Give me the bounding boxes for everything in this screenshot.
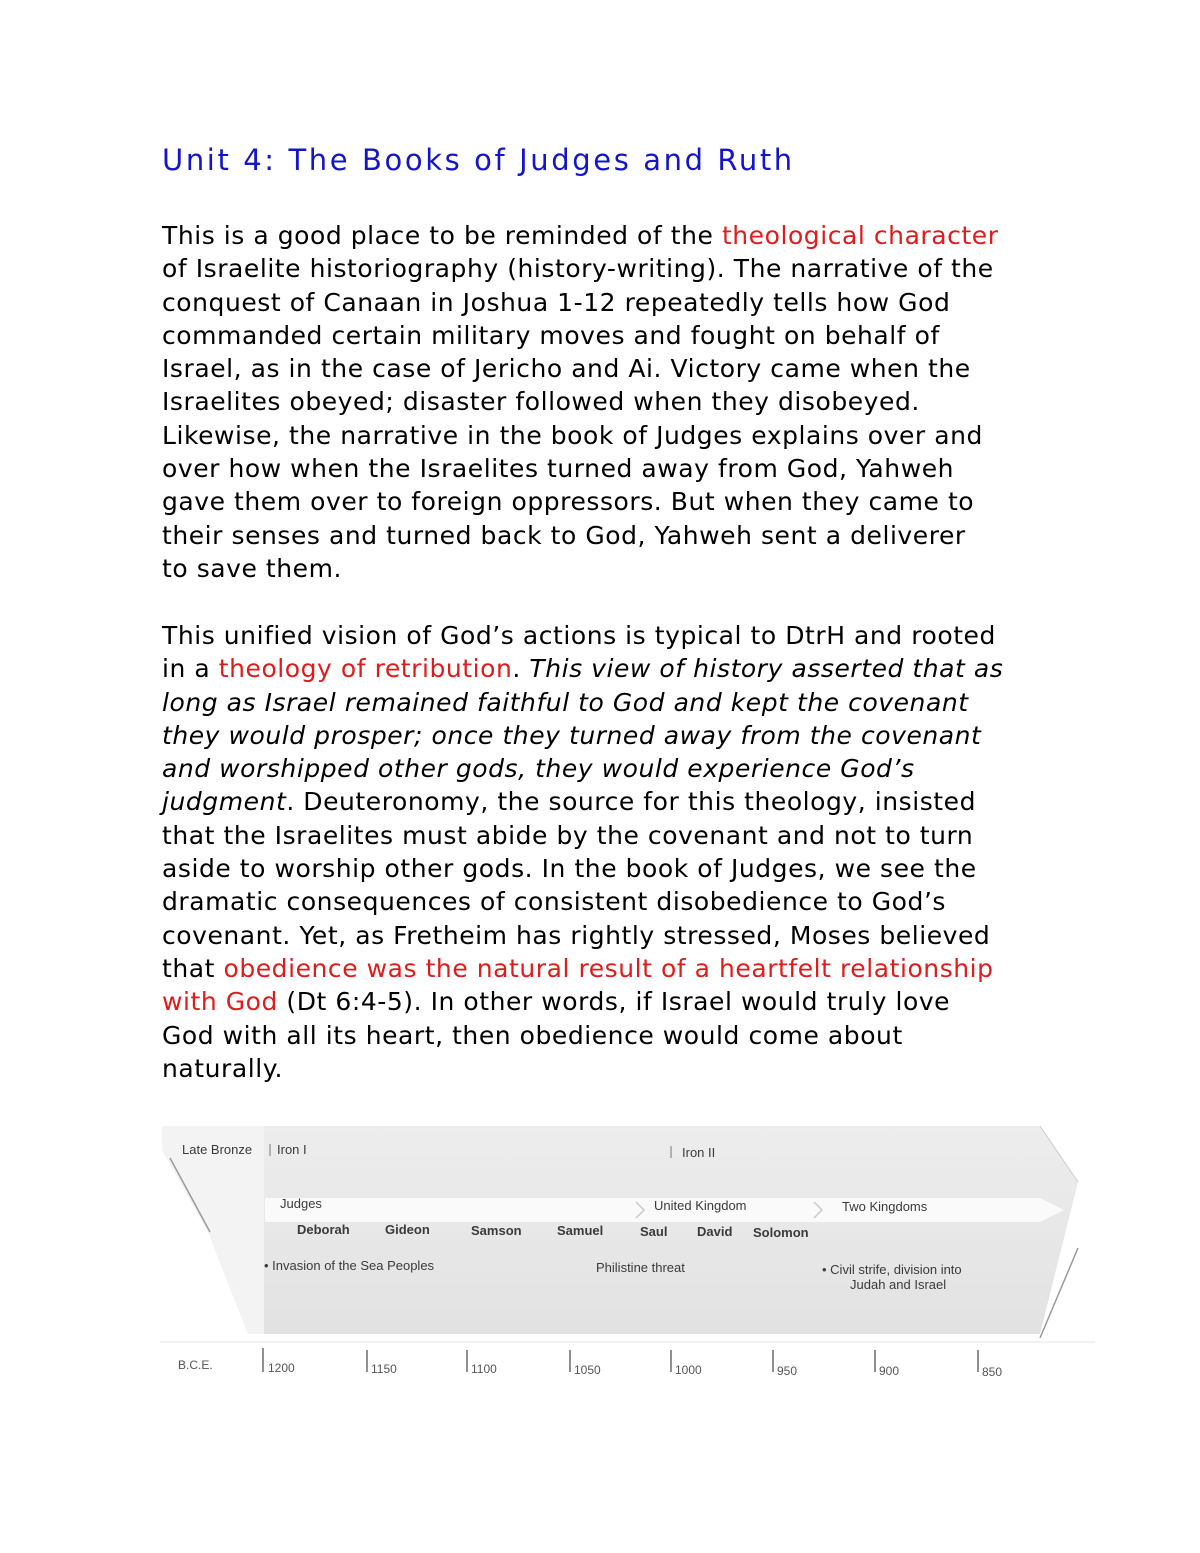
text-line: dramatic consequences of consistent disobedience to God’s [162,887,947,917]
text-line: God with all its heart, then obedience would come about [162,1020,903,1050]
italic-text: judgment [162,787,287,817]
paragraph-theology-of-retribution [162,619,1122,1085]
text-line: Likewise, the narrative in the book of Judges explains over and [162,420,983,450]
highlight-theology-of-retribution: theology of retribution [218,654,513,684]
text-run: . [512,654,530,684]
highlight-with-god: with God [162,987,278,1017]
figure-gideon: Gideon [385,1222,430,1237]
bce-label: B.C.E. [178,1358,213,1372]
tick-label-1150: 1150 [371,1362,397,1376]
tick-label-1000: 1000 [675,1363,702,1377]
tick-label-1200: 1200 [268,1361,295,1375]
tick-label-900: 900 [879,1364,900,1378]
text-run: . Deuteronomy, the source for this theology, insisted [286,787,977,817]
italic-line: they would prosper; once they turned away from the covenant [162,720,982,750]
text-run: (Dt 6:4-5). In other words, if Israel would truly love [277,987,951,1017]
tick-label-1050: 1050 [574,1363,601,1377]
figure-deborah: Deborah [297,1222,350,1237]
italic-text: This view of history asserted that as [529,654,1004,684]
text-line: Israel, as in the case of Jericho and Ai. Victory came when the [162,354,971,384]
figure-samuel: Samuel [557,1223,604,1238]
page-title: Unit 4: The Books of Judges and Ruth [162,143,795,177]
figure-saul: Saul [640,1224,668,1239]
timeline-arrow-graphic [160,1124,1095,1390]
event-civil-strife: • Civil strife, division into [822,1262,962,1277]
era-iron-1: Iron I [277,1142,307,1157]
text-line: covenant. Yet, as Fretheim has rightly stressed, Moses believed [162,920,991,950]
figure-solomon: Solomon [753,1225,809,1240]
event-judah-israel: Judah and Israel [850,1277,947,1292]
tick-label-1100: 1100 [471,1362,497,1376]
era-late-bronze: Late Bronze [182,1142,253,1157]
text-line: Israelites obeyed; disaster followed when they disobeyed. [162,387,920,417]
tick-label-850: 850 [982,1365,1003,1379]
text-run: in a [162,654,219,684]
period-united-kingdom: United Kingdom [654,1198,747,1213]
text-line: commanded certain military moves and fought on behalf of [162,320,940,350]
paragraph-theological-character [162,219,1122,585]
text-line: conquest of Canaan in Joshua 1-12 repeatedly tells how God [162,287,951,317]
text-run: that [162,953,224,983]
text-line: aside to worship other gods. In the book of Judges, we see the [162,854,977,884]
late-bronze-wedge [162,1126,264,1334]
text-run: This is a good place to be reminded of the [162,221,722,250]
text-line: to save them. [162,553,342,583]
tick-label-950: 950 [777,1364,798,1378]
text-line: of Israelite historiography (history-writing). The narrative of the [162,254,994,284]
highlight-obedience: obedience was the natural result of a heartfelt relationship [223,953,994,983]
text-line: naturally. [162,1053,283,1083]
text-line: gave them over to foreign oppressors. But when they came to [162,487,975,517]
period-two-kingdoms: Two Kingdoms [842,1199,928,1214]
text-line: over how when the Israelites turned away from God, Yahweh [162,454,955,484]
event-philistine-threat: Philistine threat [596,1260,685,1275]
era-iron-2: Iron II [682,1145,716,1160]
figure-samson: Samson [471,1223,522,1238]
text-line: their senses and turned back to God, Yahweh sent a deliverer [162,520,966,550]
italic-line: and worshipped other gods, they would experience God’s [162,754,915,784]
highlight-theological-character: theological character [721,221,999,250]
text-line: that the Israelites must abide by the covenant and not to turn [162,820,974,850]
italic-line: long as Israel remained faithful to God and kept the covenant [162,687,969,717]
period-judges: Judges [280,1196,322,1211]
text-line: This unified vision of God’s actions is typical to DtrH and rooted [162,621,996,650]
event-sea-peoples: • Invasion of the Sea Peoples [264,1258,435,1273]
figure-david: David [697,1224,733,1239]
timeline-figure [160,1124,1095,1390]
